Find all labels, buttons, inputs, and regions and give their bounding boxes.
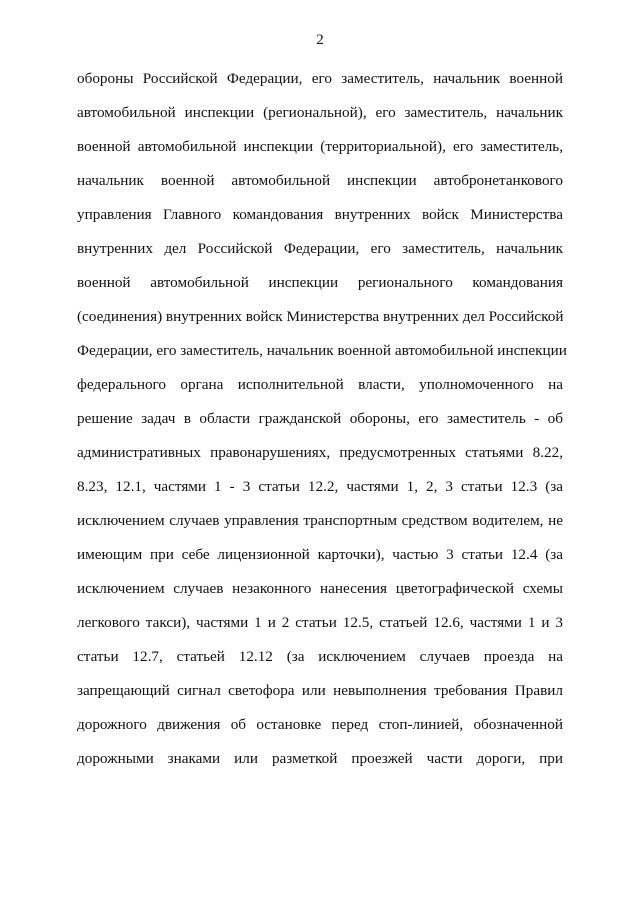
- text-line: запрещающий сигнал светофора или невыполнения требования Правил: [77, 682, 563, 699]
- text-line: военной автомобильной инспекции регионального командования: [77, 274, 563, 291]
- text-line: статьи 12.7, статьей 12.12 (за исключением случаев проезда на: [77, 648, 563, 665]
- text-line: решение задач в области гражданской обороны, его заместитель - об: [77, 410, 563, 427]
- text-line: легкового такси), частями 1 и 2 статьи 12.5, статьей 12.6, частями 1 и 3: [77, 614, 563, 631]
- text-line: федерального органа исполнительной власти, уполномоченного на: [77, 376, 563, 393]
- text-line: обороны Российской Федерации, его заместитель, начальник военной: [77, 70, 563, 87]
- text-line: административных правонарушениях, предусмотренных статьями 8.22,: [77, 444, 563, 461]
- text-line: автомобильной инспекции (региональной), его заместитель, начальник: [77, 104, 563, 121]
- text-line: (соединения) внутренних войск Министерства внутренних дел Российской: [77, 308, 564, 325]
- text-line: внутренних дел Российской Федерации, его заместитель, начальник: [77, 240, 563, 257]
- text-line: дорожными знаками или разметкой проезжей части дороги, при: [77, 750, 563, 767]
- text-line: военной автомобильной инспекции (территориальной), его заместитель,: [77, 138, 563, 155]
- text-line: 8.23, 12.1, частями 1 - 3 статьи 12.2, частями 1, 2, 3 статьи 12.3 (за: [77, 478, 563, 495]
- page-number: 2: [316, 32, 324, 48]
- text-line: исключением случаев незаконного нанесения цветографической схемы: [77, 580, 563, 597]
- body-text: [77, 66, 567, 780]
- text-line: имеющим при себе лицензионной карточки), частью 3 статьи 12.4 (за: [77, 546, 563, 563]
- text-line: исключением случаев управления транспортным средством водителем, не: [77, 512, 563, 529]
- text-line: дорожного движения об остановке перед стоп-линией, обозначенной: [77, 716, 563, 733]
- text-line: Федерации, его заместитель, начальник военной автомобильной инспекции: [77, 342, 567, 359]
- text-line: управления Главного командования внутренних войск Министерства: [77, 206, 563, 223]
- text-line: начальник военной автомобильной инспекции автобронетанкового: [77, 172, 563, 189]
